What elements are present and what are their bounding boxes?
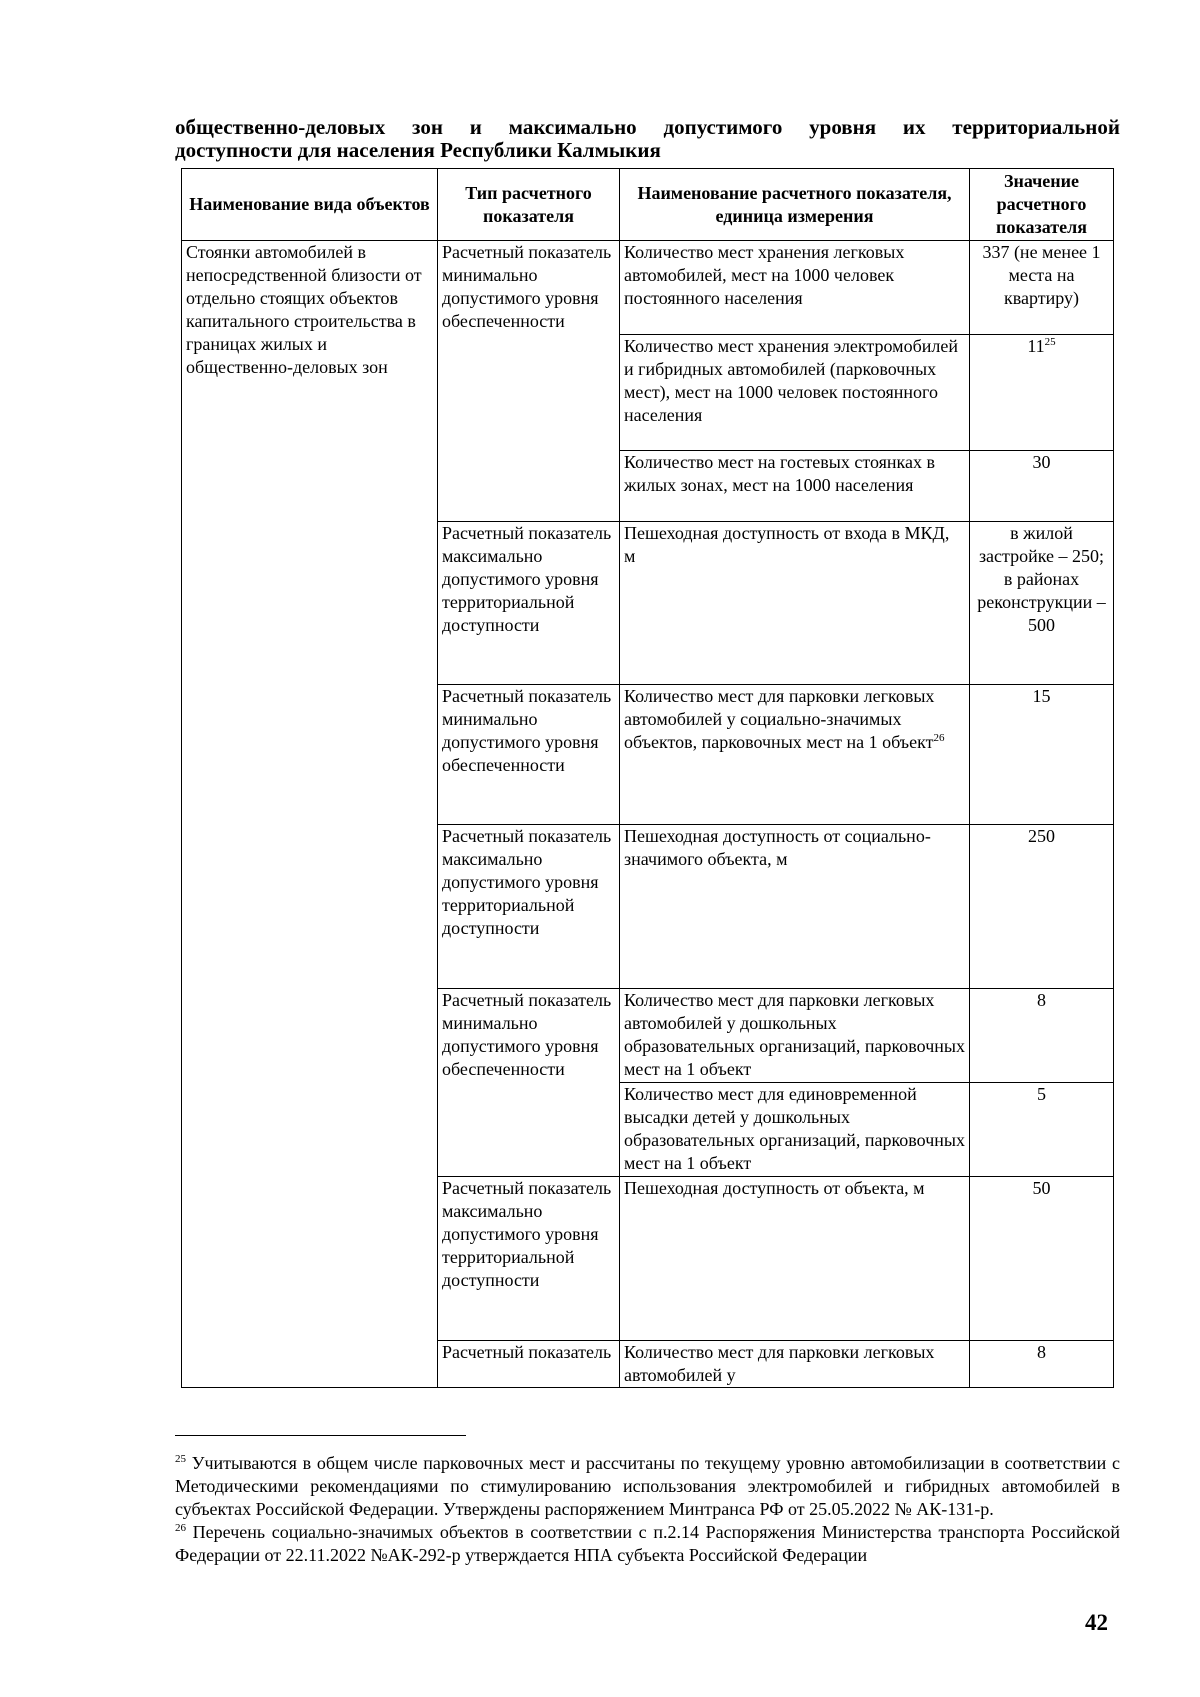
footnote-number: 26 — [175, 1522, 186, 1534]
indicator-name-text: Количество мест для парковки легковых автомобилей у социально-значимых объектов, парковочных мест на 1 объект — [624, 686, 935, 752]
indicator-type-cell: Расчетный показатель минимально допустимого уровня обеспеченности — [438, 241, 620, 522]
indicator-type-cell: Расчетный показатель минимально допустимого уровня обеспеченности — [438, 685, 620, 825]
object-type-cell: Стоянки автомобилей в непосредственной близости от отдельно стоящих объектов капитального строительства в границах жилых и общественно-деловых зон — [182, 241, 438, 1388]
indicator-value-cell: 250 — [970, 825, 1114, 989]
value-text: 11 — [1027, 336, 1045, 356]
indicator-value-cell: 8 — [970, 1341, 1114, 1388]
table-row — [182, 241, 1114, 335]
indicator-value-cell: 337 (не менее 1 места на квартиру) — [970, 241, 1114, 335]
indicator-type-cell: Расчетный показатель — [438, 1341, 620, 1388]
page-number: 42 — [1085, 1610, 1108, 1635]
footnote-separator — [175, 1435, 466, 1436]
indicator-value-cell: 30 — [970, 451, 1114, 522]
indicator-name-cell: Количество мест для парковки легковых автомобилей у — [620, 1341, 970, 1388]
indicator-type-cell: Расчетный показатель максимально допустимого уровня территориальной доступности — [438, 1177, 620, 1341]
footnote-text: Учитываются в общем числе парковочных мест и рассчитаны по текущему уровню автомобилизации в соответствии с Методическими рекомендациями по стимулированию использования электромобилей и гибридных автомобилей в субъектах Российской Федерации. Утверждены распоряжением Минтранса РФ от 25.05.2022 № АК-131-р. — [175, 1453, 1120, 1519]
indicator-name-cell: Пешеходная доступность от социально-значимого объекта, м — [620, 825, 970, 989]
footnote-ref: 26 — [933, 732, 945, 744]
heading-line-2: доступности для населения Республики Калмыкия — [175, 138, 661, 162]
section-heading — [175, 116, 1120, 162]
indicator-name-cell: Количество мест хранения легковых автомобилей, мест на 1000 человек постоянного населения — [620, 241, 970, 335]
indicator-name-cell: Пешеходная доступность от входа в МКД, м — [620, 522, 970, 685]
header-object-type: Наименование вида объектов — [182, 169, 438, 241]
table-header-row — [182, 169, 1114, 241]
indicator-name-cell: Пешеходная доступность от объекта, м — [620, 1177, 970, 1341]
indicator-type-cell: Расчетный показатель минимально допустимого уровня обеспеченности — [438, 989, 620, 1177]
header-indicator-type: Тип расчетного показателя — [438, 169, 620, 241]
indicator-type-cell: Расчетный показатель максимально допустимого уровня территориальной доступности — [438, 825, 620, 989]
footnote-ref: 25 — [1044, 336, 1056, 348]
footnotes — [175, 1452, 1120, 1567]
indicator-value-cell: 50 — [970, 1177, 1114, 1341]
footnote-number: 25 — [175, 1453, 186, 1465]
footnote-text: Перечень социально-значимых объектов в соответствии с п.2.14 Распоряжения Министерства транспорта Российской Федерации от 22.11.2022 №АК-292-р утверждается НПА субъекта Российской Федерации — [175, 1522, 1120, 1565]
indicator-name-cell: Количество мест на гостевых стоянках в жилых зонах, мест на 1000 населения — [620, 451, 970, 522]
footnote — [175, 1521, 1120, 1567]
indicator-name-cell: Количество мест для единовременной высадки детей у дошкольных образовательных организаций, парковочных мест на 1 объект — [620, 1083, 970, 1177]
indicator-value-cell: 15 — [970, 685, 1114, 825]
indicator-value-cell: 8 — [970, 989, 1114, 1083]
indicator-value-cell: 5 — [970, 1083, 1114, 1177]
heading-line-1: общественно-деловых зон и максимально допустимого уровня их территориальной — [175, 115, 1120, 139]
indicator-name-cell: Количество мест для парковки легковых автомобилей у дошкольных образовательных организаций, парковочных мест на 1 объект — [620, 989, 970, 1083]
indicator-name-cell: Количество мест хранения электромобилей и гибридных автомобилей (парковочных мест), мест на 1000 человек постоянного населения — [620, 335, 970, 451]
footnote — [175, 1452, 1120, 1521]
indicator-value-cell: в жилой застройке – 250; в районах реконструкции – 500 — [970, 522, 1114, 685]
indicator-name-cell — [620, 685, 970, 825]
indicator-type-cell: Расчетный показатель максимально допустимого уровня территориальной доступности — [438, 522, 620, 685]
header-indicator-value: Значение расчетного показателя — [970, 169, 1114, 241]
indicator-value-cell — [970, 335, 1114, 451]
header-indicator-name: Наименование расчетного показателя, единица измерения — [620, 169, 970, 241]
indicators-table — [181, 168, 1114, 1388]
